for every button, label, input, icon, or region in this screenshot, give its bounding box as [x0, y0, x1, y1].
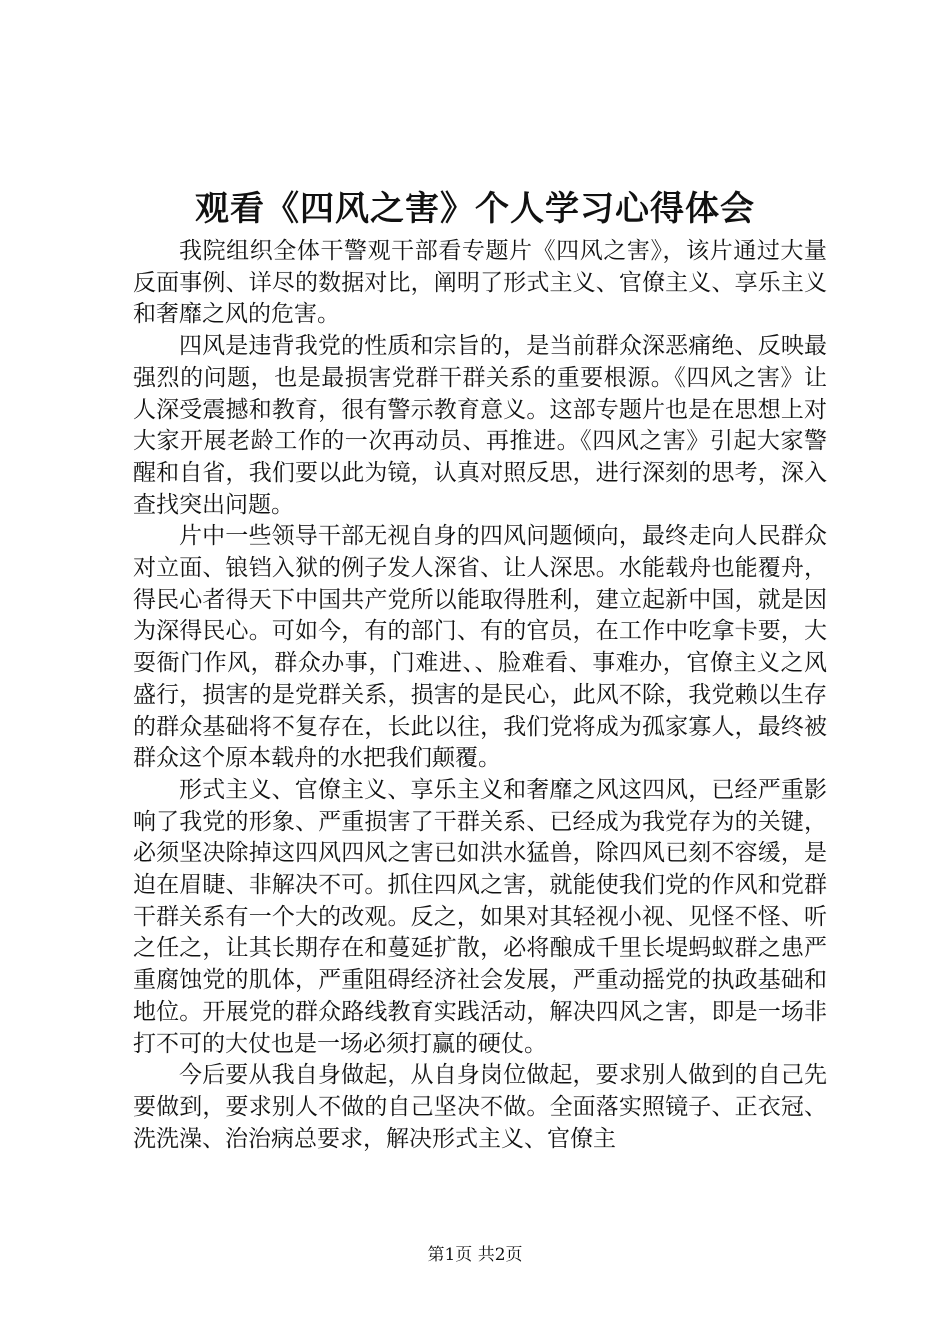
paragraph-3: 片中一些领导干部无视自身的四风问题倾向，最终走向人民群众对立面、锒铛入狱的例子发人深省、让人深思。水能载舟也能覆舟，得民心者得天下中国共产党所以能取得胜利，建立起新中国，就是因为深得民心。可如今，有的部门、有的官员，在工作中吃拿卡要，大耍衙门作风，群众办事，门难进、、脸难看、事难办，官僚主义之风盛行，损害的是党群关系，损害的是民心，此风不除，我党赖以生存的群众基础将不复存在，长此以往，我们党将成为孤家寡人，最终被群众这个原本载舟的水把我们颠覆。 [133, 523, 827, 772]
paragraph-1: 我院组织全体干警观干部看专题片《四风之害》，该片通过大量反面事例、详尽的数据对比，阐明了形式主义、官僚主义、享乐主义和奢靡之风的危害。 [133, 238, 827, 328]
paragraph-5: 今后要从我自身做起，从自身岗位做起，要求别人做到的自己先要做到，要求别人不做的自己坚决不做。全面落实照镜子、正衣冠、洗洗澡、治治病总要求，解决形式主义、官僚主 [133, 1062, 827, 1152]
paragraph-2: 四风是违背我党的性质和宗旨的，是当前群众深恶痛绝、反映最强烈的问题，也是最损害党群干群关系的重要根源。《四风之害》让人深受震撼和教育，很有警示教育意义。这部专题片也是在思想上对大家开展老龄工作的一次再动员、再推进。《四风之害》引起大家警醒和自省，我们要以此为镜，认真对照反思，进行深刻的思考，深入查找突出问题。 [133, 333, 827, 518]
document-body [133, 236, 827, 1155]
page-number-footer: 第1页 共2页 [427, 1245, 523, 1265]
paragraph-4: 形式主义、官僚主义、享乐主义和奢靡之风这四风，已经严重影响了我党的形象、严重损害了干群关系、已经成为我党存为的关键，必须坚决除掉这四风四风之害已如洪水猛兽，除四风已刻不容缓，是迫在眉睫、非解决不可。抓住四风之害，就能使我们党的作风和党群干群关系有一个大的改观。反之，如果对其轻视小视、见怪不怪、听之任之，让其长期存在和蔓延扩散，必将酿成千里长堤蚂蚁群之患严重腐蚀党的肌体，严重阻碍经济社会发展，严重动摇党的执政基础和地位。开展党的群众路线教育实践活动，解决四风之害，即是一场非打不可的大仗也是一场必须打赢的硬仗。 [133, 776, 827, 1057]
document-title: 观看《四风之害》个人学习心得体会 [195, 189, 755, 229]
